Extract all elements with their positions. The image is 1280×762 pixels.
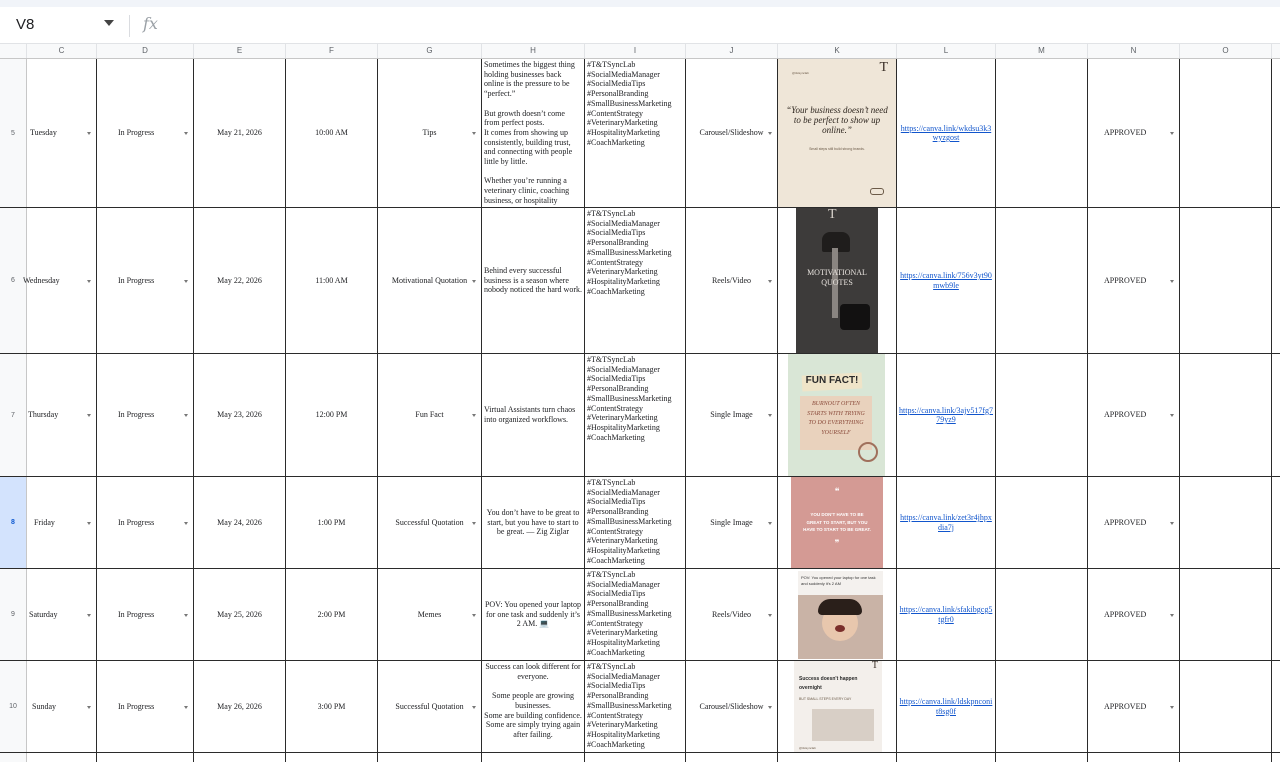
meme-photo [798,595,883,659]
day-value: Tuesday [30,128,57,138]
format-value: Single Image [710,410,753,420]
status-cell[interactable] [97,477,194,568]
row-header[interactable]: 7 [0,354,27,476]
caption-cell[interactable] [482,477,585,568]
col-header-f[interactable]: F [286,44,378,58]
dropdown-arrow-icon[interactable] [184,414,188,417]
hashtags-value: #T&TSyncLab #SocialMediaManager #SocialMediaTips #PersonalBranding #SmallBusinessMarketing #ContentStrategy #VeterinaryMarketing #HospitalityMarketing #CoachMarketing [587,478,672,565]
dropdown-arrow-icon[interactable] [472,280,476,283]
date-value: May 21, 2026 [217,128,262,138]
caption-value: Virtual Assistants turn chaos into organized workflows. [484,405,576,424]
thumbnail-body: BURNOUT OFTEN STARTS WITH TRYING TO DO EVERYTHING YOURSELF [807,401,865,436]
caption-cell[interactable] [482,59,585,207]
time-cell[interactable] [286,208,378,353]
hashtags-value: #T&TSyncLab #SocialMediaManager #SocialMediaTips #PersonalBranding #SmallBusinessMarketing #ContentStrategy #VeterinaryMarketing #HospitalityMarketing #CoachMarketing [587,570,672,657]
caption-value: Sometimes the biggest thing holding businesses back online is the pressure to be “perfect.” But growth doesn’t come from perfect posts. It comes from showing up consistently, building trust, and connecting with people little by little. Whether you’re running a veterinary clinic, coaching business, or hospitality [484,60,575,205]
empty-cell[interactable] [27,753,97,762]
day-value: Wednesday [23,275,60,285]
day-cell[interactable] [27,354,97,476]
swipe-icon [870,188,884,195]
image-cell[interactable] [778,59,897,207]
dropdown-arrow-icon[interactable] [1170,280,1174,283]
dropdown-arrow-icon[interactable] [768,132,772,135]
category-value: Successful Quotation [395,517,464,527]
brand-logo: T [871,660,878,671]
category-cell[interactable] [378,569,482,660]
thumbnail-subtext: Small steps still build strong brands. [809,147,865,151]
hair-shape [818,599,862,615]
format-value: Reels/Video [711,275,752,285]
post-thumbnail[interactable] [791,477,883,568]
link-cell[interactable] [897,569,996,660]
empty-cell[interactable] [897,753,996,762]
dropdown-arrow-icon[interactable] [1170,414,1174,417]
empty-cell[interactable] [1180,569,1272,660]
dropdown-arrow-icon[interactable] [768,280,772,283]
link-cell[interactable] [897,59,996,207]
column-headers [0,44,1280,59]
link-cell[interactable] [897,208,996,353]
hashtags-value: #T&TSyncLab #SocialMediaManager #SocialMediaTips #PersonalBranding #SmallBusinessMarketing #ContentStrategy #VeterinaryMarketing #HospitalityMarketing #CoachMarketing [587,662,672,749]
formula-divider [129,15,130,37]
dropdown-arrow-icon[interactable] [87,132,91,135]
col-header-l[interactable]: L [897,44,996,58]
dropdown-arrow-icon[interactable] [1170,132,1174,135]
row-header[interactable]: 9 [0,569,27,660]
approval-cell[interactable] [1088,477,1180,568]
image-cell[interactable] [778,569,897,660]
date-cell[interactable] [194,569,286,660]
format-cell[interactable] [686,208,778,353]
category-cell[interactable] [378,59,482,207]
image-cell[interactable] [778,477,897,568]
dropdown-arrow-icon[interactable] [472,132,476,135]
approval-value: APPROVED [1104,275,1147,285]
dropdown-arrow-icon[interactable] [472,614,476,617]
col-header-o[interactable]: O [1180,44,1272,58]
empty-cell[interactable] [1180,477,1272,568]
table-row [0,208,1280,354]
image-cell[interactable] [778,208,897,353]
format-value: Carousel/Slideshow [699,128,764,138]
date-cell[interactable] [194,661,286,752]
row-header[interactable]: 10 [0,661,27,752]
empty-cell[interactable] [97,753,194,762]
image-cell[interactable] [778,354,897,476]
empty-cell[interactable] [686,753,778,762]
empty-cell[interactable] [996,477,1088,568]
dropdown-arrow-icon[interactable] [87,706,91,709]
approval-cell[interactable] [1088,59,1180,207]
fx-icon: fx [143,14,158,33]
canva-link[interactable]: https://canva.link/756v3yt90mwb9le [900,271,992,290]
empty-cell[interactable] [1180,208,1272,353]
dropdown-arrow-icon[interactable] [184,614,188,617]
col-header-m[interactable]: M [996,44,1088,58]
empty-cell[interactable] [585,753,686,762]
empty-cell[interactable] [482,753,585,762]
col-header-e[interactable]: E [194,44,286,58]
date-value: May 24, 2026 [217,517,262,527]
caption-cell[interactable] [482,661,585,752]
table-row [0,753,1280,762]
dropdown-arrow-icon[interactable] [87,414,91,417]
empty-cell[interactable] [1180,354,1272,476]
link-cell[interactable] [897,477,996,568]
format-cell[interactable] [686,477,778,568]
thumbnail-quote: YOU DON'T HAVE TO BE GREAT TO START, BUT YOU HAVE TO START TO BE GREAT. [803,512,871,532]
dropdown-arrow-icon[interactable] [768,706,772,709]
brand-logo: T [879,60,888,75]
time-cell[interactable] [286,354,378,476]
status-value: In Progress [118,517,155,527]
day-cell[interactable] [27,59,97,207]
name-box-dropdown-icon[interactable] [104,20,114,26]
mouth-shape [835,625,845,632]
canva-link[interactable]: https://canva.link/wkdsu3k3wyzgost [900,123,992,142]
time-value: 3:00 PM [317,701,346,711]
thumbnail-quote: “Your business doesn’t need to be perfect to show up online.” [786,105,888,135]
day-cell[interactable] [27,477,97,568]
row-header[interactable]: 5 [0,59,27,207]
status-cell[interactable] [97,661,194,752]
hashtags-cell[interactable] [585,354,686,476]
approval-value: APPROVED [1104,609,1147,619]
approval-cell[interactable] [1088,661,1180,752]
category-value: Tips [422,128,437,138]
date-value: May 26, 2026 [217,701,262,711]
col-header-d[interactable]: D [97,44,194,58]
format-cell[interactable] [686,354,778,476]
dropdown-arrow-icon[interactable] [184,132,188,135]
status-cell[interactable] [97,59,194,207]
thumbnail-title: Success doesn't happen overnight [799,676,858,691]
dropdown-arrow-icon[interactable] [768,614,772,617]
select-all-corner[interactable] [0,44,27,58]
time-cell[interactable] [286,569,378,660]
hashtags-cell[interactable] [585,569,686,660]
time-cell[interactable] [286,661,378,752]
canva-link[interactable]: https://canva.link/ldskpnconit8sg0f [899,697,993,716]
legs-silhouette [840,304,870,330]
link-cell[interactable] [897,661,996,752]
approval-cell[interactable] [1088,569,1180,660]
approval-value: APPROVED [1104,701,1147,711]
row-header[interactable]: 8 [0,477,27,568]
format-value: Reels/Video [711,609,752,619]
col-header-j[interactable]: J [686,44,778,58]
name-box[interactable]: V8 [16,16,35,33]
caption-value: Behind every successful business is a season where nobody noticed the hard work. [484,265,582,295]
approval-cell[interactable] [1088,354,1180,476]
status-value: In Progress [118,128,155,138]
category-cell[interactable] [378,354,482,476]
canva-link[interactable]: https://canva.link/3ajv517fg779yz9 [899,405,993,424]
dropdown-arrow-icon[interactable] [1170,614,1174,617]
hashtags-cell[interactable] [585,477,686,568]
caption-cell[interactable] [482,354,585,476]
post-thumbnail[interactable] [796,208,878,353]
approval-value: APPROVED [1104,517,1147,527]
empty-cell[interactable] [194,753,286,762]
date-cell[interactable] [194,354,286,476]
time-value: 1:00 PM [317,517,346,527]
caption-value: POV: You opened your laptop for one task and suddenly it’s 2 AM. 💻 [484,599,582,629]
empty-cell[interactable] [1180,661,1272,752]
date-value: May 22, 2026 [217,275,262,285]
empty-cell[interactable] [778,753,897,762]
empty-cell[interactable] [996,354,1088,476]
dropdown-arrow-icon[interactable] [184,522,188,525]
dropdown-arrow-icon[interactable] [472,414,476,417]
caption-value: You don’t have to be great to start, but you have to start to be great. — Zig Ziglar [486,507,580,537]
format-cell[interactable] [686,661,778,752]
canva-link[interactable]: https://canva.link/zet3r4jhpxdia7j [900,513,992,532]
dropdown-arrow-icon[interactable] [87,614,91,617]
status-value: In Progress [118,275,155,285]
category-cell[interactable] [378,661,482,752]
dropdown-arrow-icon[interactable] [1170,522,1174,525]
date-value: May 23, 2026 [217,410,262,420]
date-value: May 25, 2026 [217,609,262,619]
row-header[interactable] [0,753,27,762]
empty-cell[interactable] [996,208,1088,353]
date-cell[interactable] [194,477,286,568]
category-value: Motivational Quotation [391,275,468,285]
canva-link[interactable]: https://canva.link/sfakibgcg5tgfr0 [899,605,993,624]
dropdown-arrow-icon[interactable] [87,522,91,525]
table-row [0,477,1280,569]
day-value: Friday [34,517,55,527]
post-thumbnail[interactable] [794,661,882,752]
formula-bar [0,0,1280,44]
day-value: Thursday [28,410,59,420]
status-value: In Progress [118,609,155,619]
approval-value: APPROVED [1104,410,1147,420]
desk-photo [812,709,874,741]
day-cell[interactable] [27,569,97,660]
hashtags-value: #T&TSyncLab #SocialMediaManager #SocialMediaTips #PersonalBranding #SmallBusinessMarketing #ContentStrategy #VeterinaryMarketing #HospitalityMarketing #CoachMarketing [587,209,672,296]
category-value: Fun Fact [415,410,444,420]
dropdown-arrow-icon[interactable] [472,522,476,525]
dropdown-arrow-icon[interactable] [768,522,772,525]
date-cell[interactable] [194,208,286,353]
post-thumbnail[interactable] [778,59,896,207]
status-cell[interactable] [97,354,194,476]
col-header-n[interactable]: N [1088,44,1180,58]
dropdown-arrow-icon[interactable] [768,414,772,417]
format-value: Carousel/Slideshow [699,701,764,711]
brand-logo: T [828,207,837,222]
thumbnail-handle: @t&tsynclab [799,746,816,750]
hashtags-cell[interactable] [585,661,686,752]
table-row [0,59,1280,208]
format-cell[interactable] [686,59,778,207]
day-value: Saturday [29,609,58,619]
category-value: Memes [417,609,442,619]
hashtags-cell[interactable] [585,208,686,353]
thumbnail-subtext: BUT SMALL STEPS EVERY DAY [799,697,852,701]
format-value: Single Image [710,517,753,527]
col-header-c[interactable]: C [27,44,97,58]
empty-cell[interactable] [996,569,1088,660]
table-row [0,354,1280,477]
hashtags-cell[interactable] [585,59,686,207]
dropdown-arrow-icon[interactable] [184,706,188,709]
category-cell[interactable] [378,208,482,353]
dropdown-arrow-icon[interactable] [87,280,91,283]
time-cell[interactable] [286,59,378,207]
day-cell[interactable] [23,208,97,353]
meme-caption: POV: You opened your laptop for one task and suddenly it's 2 AM [801,575,876,586]
empty-cell[interactable] [286,753,378,762]
hashtags-value: #T&TSyncLab #SocialMediaManager #SocialMediaTips #PersonalBranding #SmallBusinessMarketing #ContentStrategy #VeterinaryMarketing #HospitalityMarketing #CoachMarketing [587,355,672,442]
time-value: 2:00 PM [317,609,346,619]
image-cell[interactable] [778,661,897,752]
table-row [0,661,1280,753]
caption-cell[interactable] [482,208,585,353]
row-header[interactable]: 6 [0,208,27,353]
post-thumbnail[interactable] [798,571,883,659]
col-header-k[interactable]: K [778,44,897,58]
quote-open-icon: ❝ [834,486,840,496]
clock-icon [858,442,878,462]
col-header-i[interactable]: I [585,44,686,58]
empty-cell[interactable] [1088,753,1180,762]
approval-value: APPROVED [1104,128,1147,138]
time-value: 11:00 AM [315,275,348,285]
empty-cell[interactable] [996,59,1088,207]
dropdown-arrow-icon[interactable] [184,280,188,283]
post-thumbnail[interactable] [788,354,885,476]
dropdown-arrow-icon[interactable] [472,706,476,709]
day-cell[interactable] [27,661,97,752]
thumbnail-title: MOTIVATIONAL QUOTES [807,268,867,287]
status-value: In Progress [118,410,155,420]
col-header-h[interactable]: H [482,44,585,58]
toolbar-edge [0,0,1280,7]
thumbnail-handle: @t&tsynclab [792,71,809,75]
dropdown-arrow-icon[interactable] [1170,706,1174,709]
time-value: 10:00 AM [315,128,348,138]
time-value: 12:00 PM [315,410,348,420]
col-header-g[interactable]: G [378,44,482,58]
quote-close-icon: ❞ [834,538,840,548]
empty-cell[interactable] [1180,59,1272,207]
format-cell[interactable] [686,569,778,660]
hashtags-value: #T&TSyncLab #SocialMediaManager #SocialMediaTips #PersonalBranding #SmallBusinessMarketing #ContentStrategy #VeterinaryMarketing #HospitalityMarketing #CoachMarketing [587,60,672,147]
thumbnail-title: FUN FACT! [805,375,859,386]
status-value: In Progress [118,701,155,711]
empty-cell[interactable] [1180,753,1272,762]
day-value: Sunday [32,701,56,711]
empty-cell[interactable] [378,753,482,762]
caption-value: Success can look different for everyone. Some people are growing businesses. Some are building confidence. Some are simply trying again after failing. [484,662,582,739]
date-cell[interactable] [194,59,286,207]
empty-cell[interactable] [996,661,1088,752]
category-value: Successful Quotation [395,701,464,711]
empty-cell[interactable] [996,753,1088,762]
time-cell[interactable] [286,477,378,568]
link-cell[interactable] [897,354,996,476]
approval-cell[interactable] [1088,208,1180,353]
category-cell[interactable] [378,477,482,568]
table-row [0,569,1280,661]
status-cell[interactable] [97,208,194,353]
caption-cell[interactable] [482,569,585,660]
status-cell[interactable] [97,569,194,660]
